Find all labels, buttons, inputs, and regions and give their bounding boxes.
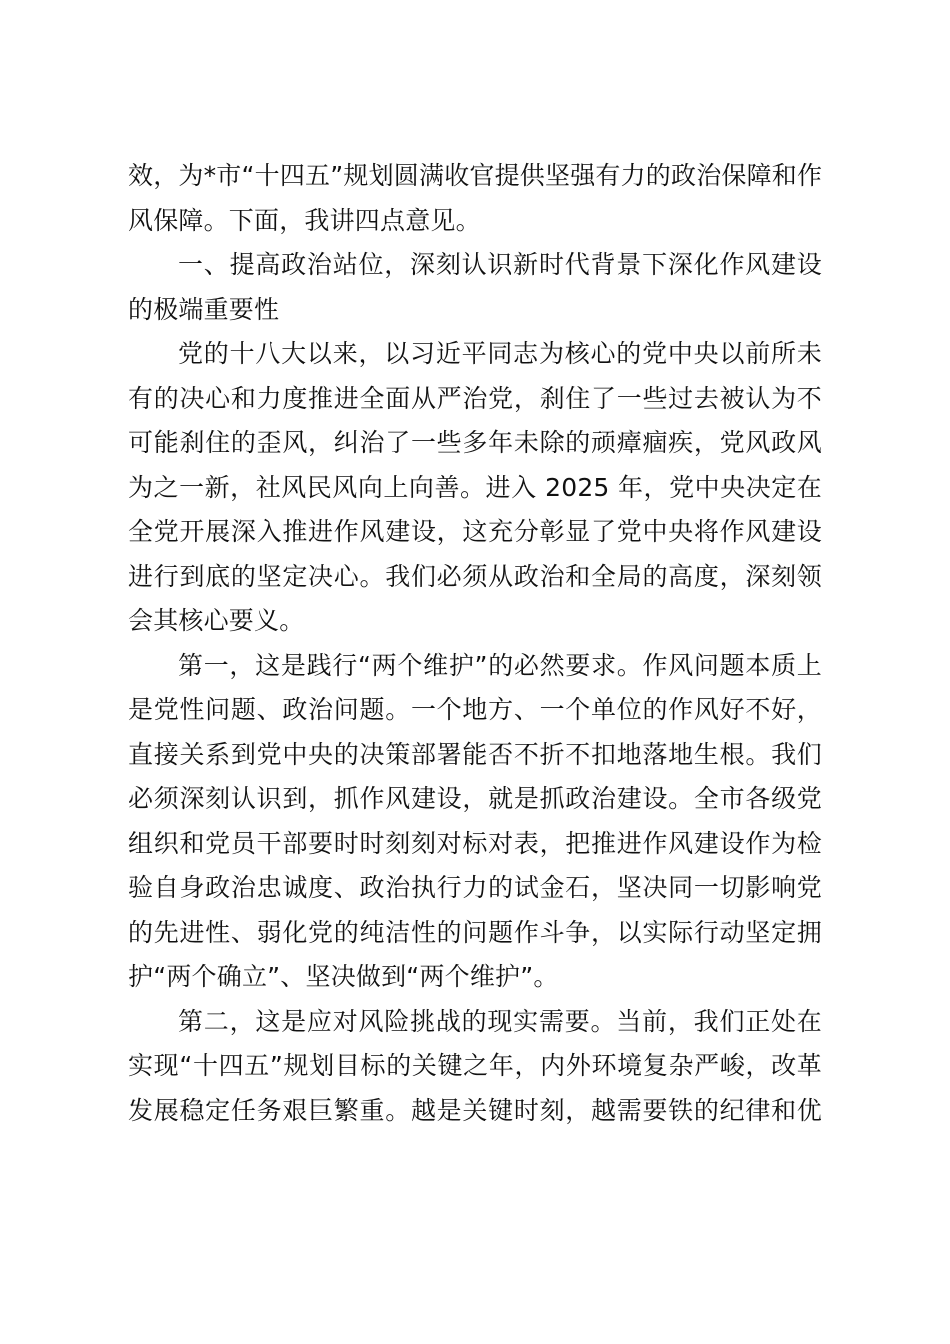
text-line: 有的决心和力度推进全面从严治党，刹住了一些过去被认为不 [128,383,822,413]
text-line: 第一，这是践行“两个维护”的必然要求。作风问题本质上 [178,650,822,680]
text-line: 效，为*市“十四五”规划圆满收官提供坚强有力的政治保障和作 [128,161,823,190]
text-line: 发展稳定任务艰巨繁重。越是关键时刻，越需要铁的纪律和优 [128,1095,822,1125]
text-line: 实现“十四五”规划目标的关键之年，内外环境复杂严峻，改革 [128,1051,822,1080]
text-line: 护“两个确立”、坚决做到“两个维护”。 [128,962,559,991]
section-heading-line: 一、提高政治站位，深刻认识新时代背景下深化作风建设 [178,250,822,279]
text-line: 全党开展深入推进作风建设，这充分彰显了党中央将作风建设 [128,517,822,546]
text-line: 必须深刻认识到，抓作风建设，就是抓政治建设。全市各级党 [128,784,822,813]
text-line: 会其核心要义。 [128,606,305,635]
text-line: 风保障。下面，我讲四点意见。 [128,205,481,235]
section-heading-line: 的极端重要性 [128,294,280,324]
text-line: 是党性问题、政治问题。一个地方、一个单位的作风好不好， [128,695,822,724]
text-line: 直接关系到党中央的决策部署能否不折不扣地落地生根。我们 [128,739,822,769]
text-line: 验自身政治忠诚度、政治执行力的试金石，坚决同一切影响党 [128,873,822,902]
text-line: 为之一新，社风民风向上向善。进入 2025 年，党中央决定在 [128,472,822,502]
text-line: 可能刹住的歪风，纠治了一些多年未除的顽瘴痼疾，党风政风 [128,428,822,457]
text-line: 进行到底的坚定决心。我们必须从政治和全局的高度，深刻领 [128,561,822,591]
text-line: 的先进性、弱化党的纯洁性的问题作斗争，以实际行动坚定拥 [128,917,822,947]
text-line: 第二，这是应对风险挑战的现实需要。当前，我们正处在 [178,1006,822,1036]
document-body [128,154,822,1133]
text-line: 组织和党员干部要时时刻刻对标对表，把推进作风建设作为检 [128,828,822,858]
text-line: 党的十八大以来，以习近平同志为核心的党中央以前所未 [178,339,822,368]
